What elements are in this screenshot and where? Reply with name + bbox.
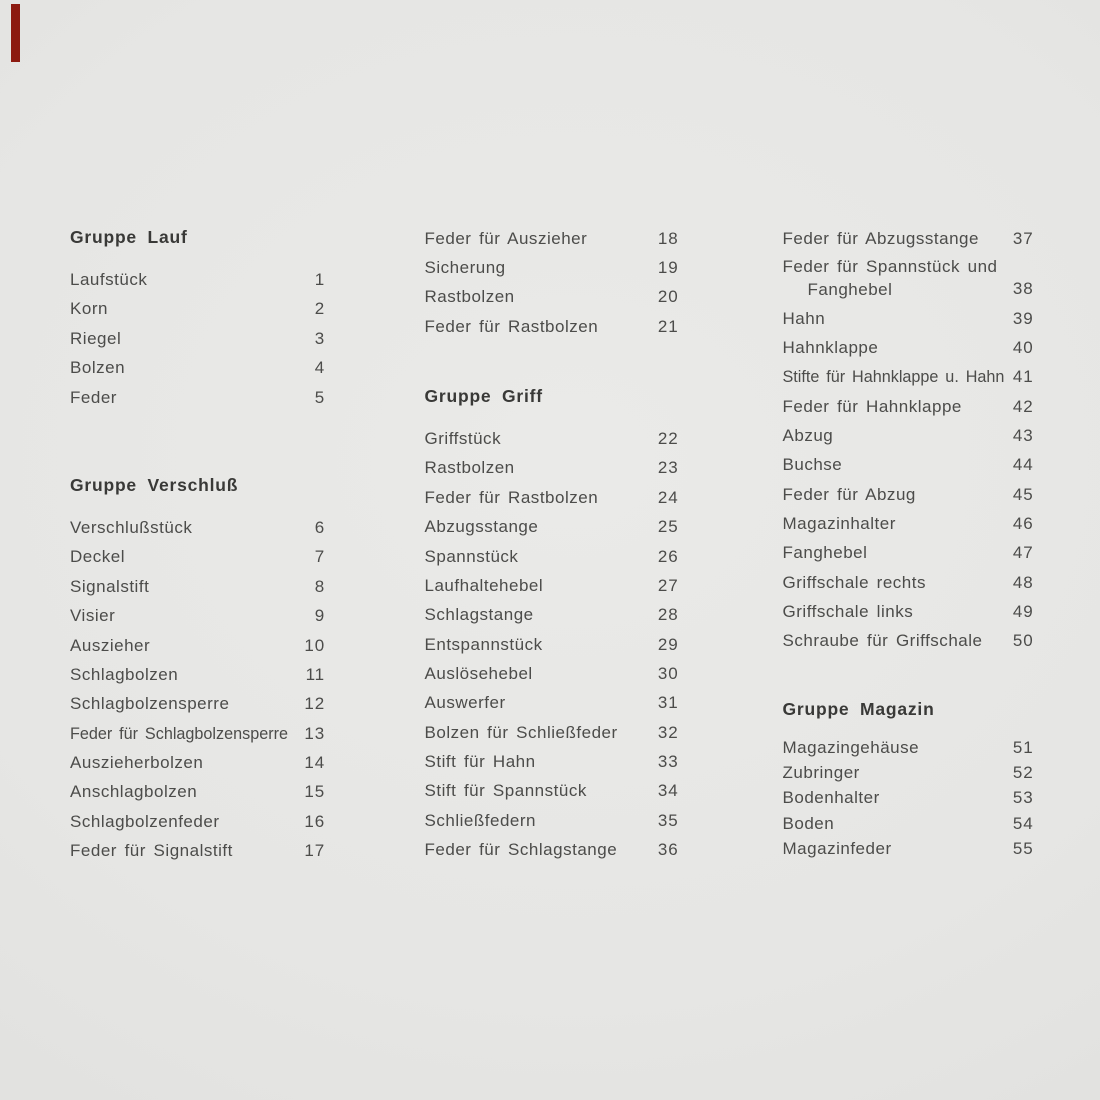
parts-rows [70, 265, 325, 412]
part-number: 14 [304, 752, 325, 772]
part-number: 15 [304, 782, 325, 802]
part-label: Feder für Schlagstange [424, 839, 618, 859]
part-number: 21 [657, 316, 679, 336]
part-number: 45 [1012, 484, 1034, 504]
parts-row [425, 659, 679, 688]
part-label: Bolzen [70, 358, 126, 378]
part-label: Zubringer [782, 763, 860, 783]
part-number: 44 [1012, 455, 1034, 475]
part-label: Magazinfeder [782, 839, 892, 859]
part-number: 22 [657, 429, 679, 449]
part-label: Verschlußstück [70, 518, 193, 538]
part-label: Bodenhalter [782, 788, 880, 808]
parts-row [783, 597, 1034, 626]
part-label: Laufhaltehebel [424, 575, 544, 595]
part-label: Magazingehäuse [782, 737, 920, 757]
part-label: Schlagbolzenfeder [70, 811, 220, 831]
part-label: Entspannstück [424, 634, 543, 654]
part-number: 39 [1012, 308, 1034, 328]
part-label: Bolzen für Schließfeder [424, 722, 618, 742]
parts-row [783, 421, 1034, 450]
part-number: 1 [314, 270, 325, 290]
part-label: Hahn [782, 308, 826, 328]
section-heading: Gruppe Magazin [782, 699, 935, 720]
parts-row [783, 450, 1034, 479]
part-number: 27 [657, 575, 679, 595]
part-label: Schraube für Griffschale [782, 631, 983, 651]
parts-row [783, 735, 1034, 760]
part-label: Feder für Hahnklappe [782, 396, 962, 416]
parts-row [425, 282, 679, 311]
part-number: 48 [1012, 572, 1034, 592]
part-number: 52 [1012, 763, 1034, 783]
parts-row [70, 294, 325, 323]
parts-row [783, 480, 1034, 509]
part-label: Riegel [70, 328, 122, 348]
parts-row [783, 626, 1034, 655]
parts-row [783, 362, 1034, 391]
part-number: 41 [1012, 367, 1034, 387]
part-number: 47 [1012, 543, 1034, 563]
parts-row [783, 538, 1034, 567]
part-label: Feder für Schlagbolzensperre [70, 724, 289, 743]
part-number: 32 [657, 722, 679, 742]
part-label: Anschlagbolzen [70, 782, 198, 802]
parts-row [425, 312, 679, 341]
part-number: 35 [657, 810, 679, 830]
parts-row [70, 324, 325, 353]
parts-row [425, 600, 679, 629]
parts-row [70, 719, 325, 748]
parts-row [425, 630, 679, 659]
parts-row [783, 568, 1034, 597]
part-label: Fanghebel [782, 543, 868, 563]
part-number: 2 [314, 299, 325, 319]
part-label: Signalstift [70, 576, 150, 596]
parts-row [70, 777, 325, 806]
part-label: Stift für Hahn [424, 751, 536, 771]
parts-row [783, 392, 1034, 421]
part-label: Rastbolzen [424, 287, 515, 307]
section-gruppe-magazin [783, 695, 1034, 861]
part-number: 55 [1012, 839, 1034, 859]
part-number: 26 [657, 546, 679, 566]
part-number: 46 [1012, 513, 1034, 533]
red-edge-mark [11, 4, 20, 62]
part-label: Stifte für Hahnklappe u. Hahn [782, 368, 1005, 387]
parts-row [783, 333, 1034, 362]
part-label: Abzug [782, 425, 834, 445]
parts-row [425, 718, 679, 747]
part-number: 8 [314, 576, 325, 596]
part-label: Schlagstange [424, 605, 534, 625]
part-number: 36 [657, 839, 679, 859]
parts-row [425, 571, 679, 600]
part-number: 28 [657, 605, 679, 625]
part-number: 7 [314, 547, 325, 567]
part-number: 37 [1012, 228, 1034, 248]
parts-row [783, 509, 1034, 538]
parts-row [783, 811, 1034, 836]
part-number: 51 [1012, 737, 1034, 757]
part-number: 5 [314, 387, 325, 407]
part-number: 42 [1012, 396, 1034, 416]
section-griff-continued [783, 224, 1034, 656]
part-label [783, 253, 1034, 301]
part-label: Griffstück [424, 429, 502, 449]
section-heading: Gruppe Griff [424, 386, 543, 407]
part-label: Feder für Abzugsstange [782, 228, 979, 248]
parts-row [70, 601, 325, 630]
part-number: 54 [1012, 813, 1034, 833]
part-label: Feder für Rastbolzen [424, 316, 599, 336]
part-label: Schlagbolzen [70, 664, 179, 684]
parts-row [783, 304, 1034, 333]
part-label: Feder für Rastbolzen [424, 487, 599, 507]
part-label: Boden [782, 813, 835, 833]
parts-row [425, 483, 679, 512]
part-label: Auswerfer [424, 693, 506, 713]
part-label: Korn [70, 299, 108, 319]
parts-row [783, 224, 1034, 253]
parts-row [783, 785, 1034, 810]
part-label-line2: Fanghebel [807, 279, 893, 299]
part-number: 11 [305, 664, 325, 684]
section-heading: Gruppe Lauf [70, 227, 188, 248]
parts-row [70, 631, 325, 660]
part-number: 4 [314, 358, 325, 378]
part-label: Deckel [70, 547, 126, 567]
part-label: Feder für Auszieher [424, 228, 588, 248]
part-number: 16 [304, 811, 325, 831]
part-number: 6 [314, 518, 325, 538]
section-gruppe-griff [425, 382, 679, 864]
part-number: 12 [304, 694, 325, 714]
part-number: 9 [314, 606, 325, 626]
parts-row [425, 224, 679, 253]
parts-row [425, 776, 679, 805]
part-label: Auszieher [70, 635, 151, 655]
parts-rows [783, 224, 1034, 656]
part-label: Griffschale rechts [782, 572, 927, 592]
parts-row [425, 747, 679, 776]
section-gruppe-lauf [70, 223, 325, 412]
part-number: 40 [1012, 337, 1034, 357]
part-number: 34 [657, 781, 679, 801]
part-number: 29 [657, 634, 679, 654]
part-number: 50 [1012, 631, 1034, 651]
section-gruppe-verschluss [70, 471, 325, 865]
parts-row [70, 748, 325, 777]
parts-row [783, 836, 1034, 861]
part-label: Magazinhalter [782, 513, 896, 533]
part-label: Rastbolzen [424, 458, 515, 478]
part-label: Griffschale links [782, 601, 914, 621]
part-number: 43 [1012, 425, 1034, 445]
parts-row [70, 572, 325, 601]
part-number: 31 [657, 693, 679, 713]
part-number: 20 [657, 287, 679, 307]
part-label: Spannstück [424, 546, 519, 566]
part-number: 30 [657, 663, 679, 683]
part-number: 33 [657, 751, 679, 771]
part-number: 3 [314, 328, 325, 348]
part-number: 10 [304, 635, 325, 655]
parts-row [70, 660, 325, 689]
parts-row [783, 760, 1034, 785]
part-number: 38 [1012, 278, 1034, 298]
parts-row [70, 807, 325, 836]
part-number: 49 [1012, 601, 1034, 621]
parts-row [425, 424, 679, 453]
parts-rows [783, 735, 1034, 862]
part-number: 53 [1012, 788, 1034, 808]
part-label: Stift für Spannstück [424, 781, 587, 801]
part-label: Feder [70, 387, 117, 407]
part-label: Schlagbolzensperre [70, 694, 230, 714]
parts-row [425, 688, 679, 717]
parts-row [70, 542, 325, 571]
parts-rows [425, 424, 679, 864]
parts-row [783, 253, 1034, 304]
section-heading: Gruppe Verschluß [70, 475, 239, 496]
parts-row [70, 836, 325, 865]
part-label: Schließfedern [424, 810, 537, 830]
part-label: Auszieherbolzen [70, 752, 204, 772]
part-number: 17 [304, 840, 325, 860]
part-label: Laufstück [70, 270, 148, 290]
parts-rows [70, 513, 325, 865]
part-label: Feder für Signalstift [70, 840, 233, 860]
part-number: 25 [657, 517, 679, 537]
part-label: Buchse [782, 455, 843, 475]
part-label-line1: Feder für Spannstück und [782, 256, 998, 276]
part-label: Hahnklappe [782, 337, 879, 357]
parts-row [425, 835, 679, 864]
part-label: Feder für Abzug [782, 484, 916, 504]
parts-row [425, 453, 679, 482]
parts-rows [425, 224, 679, 341]
part-number: 19 [657, 257, 679, 277]
parts-row [70, 513, 325, 542]
section-verschluss-continued [425, 224, 679, 341]
part-label: Sicherung [424, 257, 506, 277]
part-number: 23 [657, 458, 679, 478]
parts-row [70, 265, 325, 294]
part-label: Auslösehebel [424, 663, 533, 683]
parts-row [425, 542, 679, 571]
part-number: 18 [657, 228, 679, 248]
part-number: 13 [304, 723, 325, 743]
parts-row [425, 512, 679, 541]
part-label: Visier [70, 606, 116, 626]
parts-row [70, 383, 325, 412]
parts-row [70, 689, 325, 718]
part-label: Abzugsstange [424, 517, 539, 537]
parts-row [70, 353, 325, 382]
part-number: 24 [657, 487, 679, 507]
parts-row [425, 806, 679, 835]
parts-row [425, 253, 679, 282]
